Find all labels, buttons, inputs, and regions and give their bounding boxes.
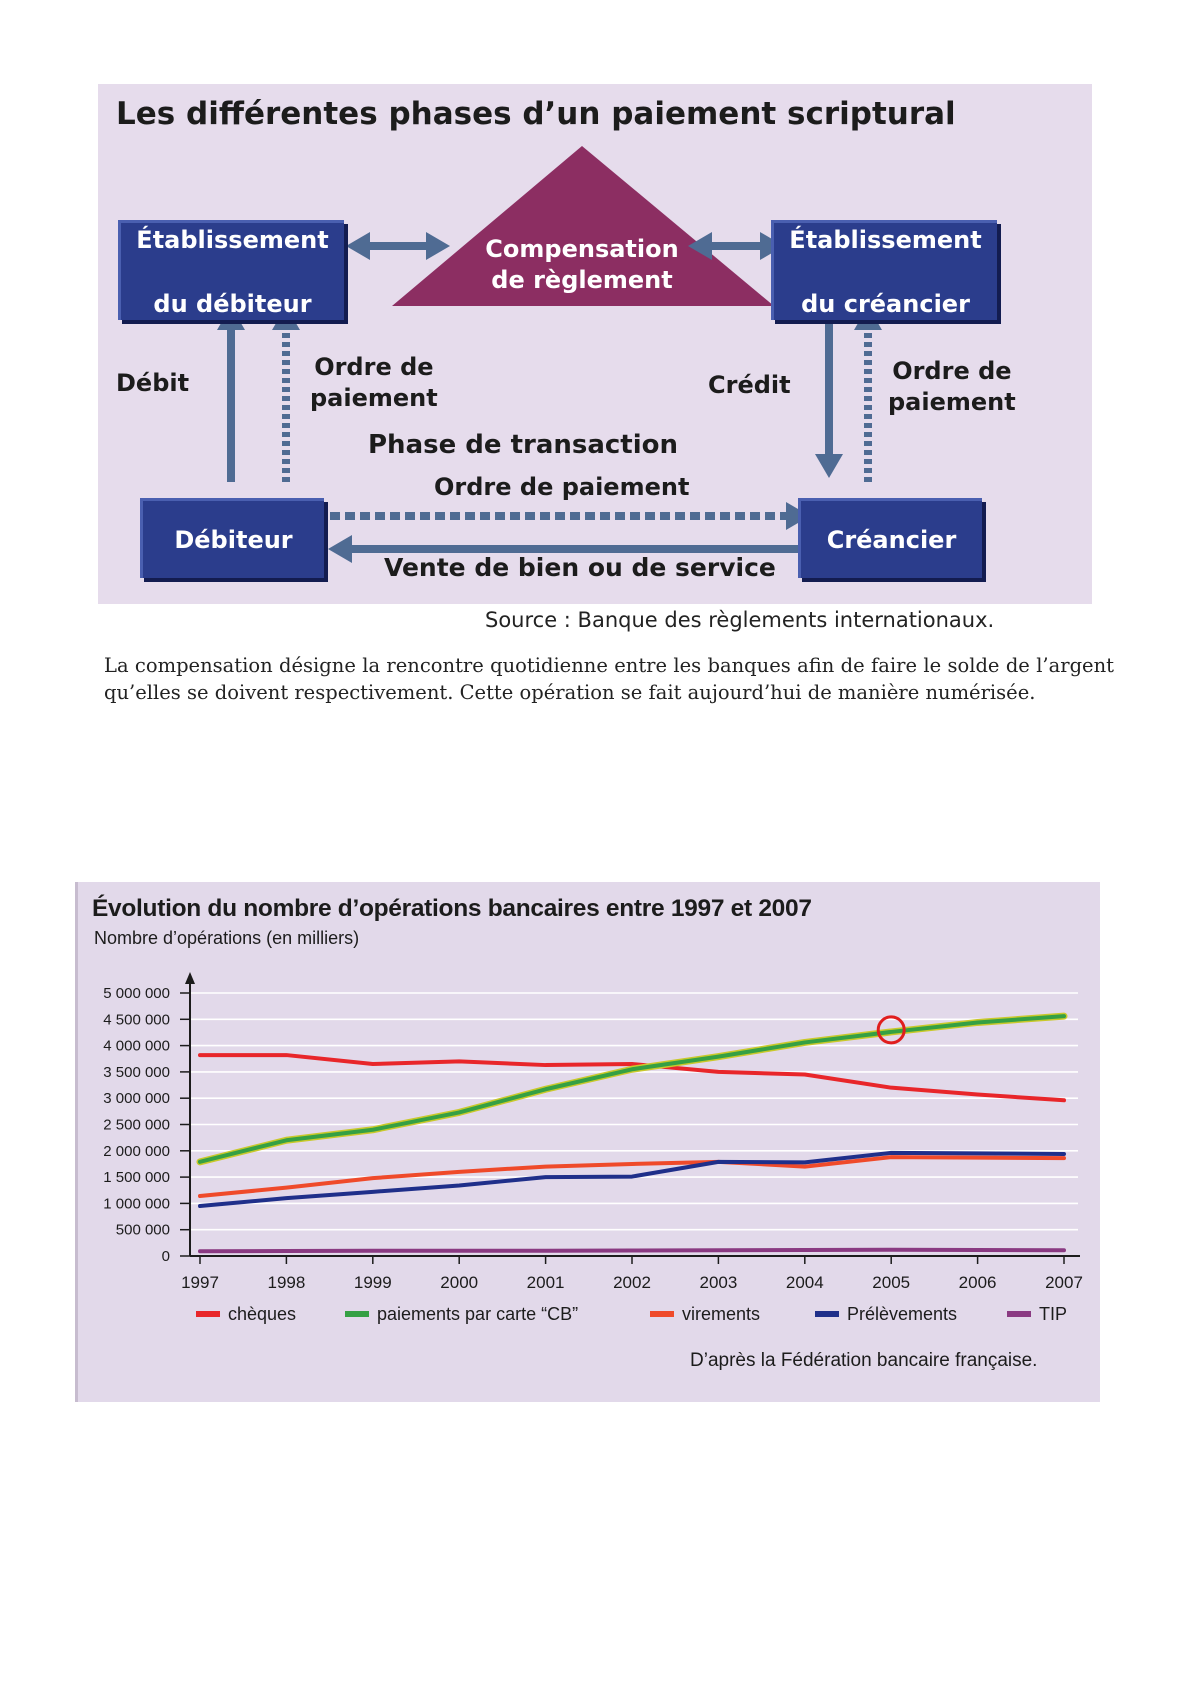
series-line-paiements-par-carte-cb- (200, 1016, 1064, 1162)
diagram-source: Source : Banque des règlements internationaux. (485, 608, 995, 632)
x-tick-label: 1998 (267, 1273, 306, 1292)
label-credit: Crédit (708, 371, 791, 399)
chart-legend (196, 1304, 1067, 1324)
series-line-outline (200, 1016, 1064, 1162)
y-tick-label: 2 000 000 (103, 1142, 170, 1160)
chart-series (200, 1016, 1064, 1251)
x-tick-label: 1997 (181, 1273, 219, 1292)
legend-label: TIP (1039, 1304, 1068, 1324)
x-tick-label: 2001 (526, 1273, 565, 1292)
label-ordre-middle: Ordre de paiement (434, 473, 690, 501)
y-axis-arrow-icon (185, 972, 195, 984)
label-ordre-left-line1: Ordre de (314, 353, 434, 381)
diagram-title: Les différentes phases d’un paiement scriptural (116, 96, 956, 132)
x-tick-label: 2000 (440, 1273, 479, 1292)
box-etab-creancier-line1: Établissement (789, 225, 982, 254)
series-line-prélèvements (200, 1153, 1064, 1206)
label-vente: Vente de bien ou de service (384, 553, 776, 582)
y-tick-label: 0 (161, 1248, 170, 1265)
x-tick-label: 2005 (872, 1273, 911, 1292)
y-tick-label: 4 000 000 (103, 1037, 170, 1055)
box-creancier-label: Créancier (826, 525, 957, 554)
x-tick-label: 2003 (699, 1273, 738, 1292)
y-tick-label: 3 500 000 (103, 1063, 170, 1081)
x-tick-label: 2004 (785, 1273, 824, 1292)
x-tick-label: 2007 (1045, 1273, 1083, 1292)
y-tick-label: 1 500 000 (103, 1169, 170, 1187)
y-tick-label: 1 000 000 (103, 1195, 170, 1213)
legend-label: Prélèvements (847, 1304, 958, 1324)
y-tick-label: 2 500 000 (103, 1116, 170, 1134)
x-tick-label: 2002 (613, 1273, 651, 1292)
x-tick-label: 2006 (958, 1273, 997, 1292)
chart-ylabel: Nombre d’opérations (en milliers) (94, 928, 360, 948)
legend-label: paiements par carte “CB” (377, 1304, 579, 1324)
diagram-note: La compensation désigne la rencontre quotidienne entre les banques afin de faire le solde de l’argent qu’elles se doivent respectivement. Cette opération se fait aujourd’hui de manière numérisée. (104, 654, 1114, 704)
label-ordre-left-line2: paiement (310, 384, 438, 412)
legend-label: chèques (228, 1304, 297, 1324)
series-line-tip (200, 1250, 1064, 1252)
chart-source: D’après la Fédération bancaire française. (690, 1350, 1038, 1371)
legend-label: virements (682, 1304, 761, 1324)
box-etab-debiteur-line1: Établissement (136, 225, 329, 254)
compensation-label-line2: de règlement (491, 266, 673, 294)
y-tick-label: 4 500 000 (103, 1011, 170, 1029)
label-ordre-right-line1: Ordre de (892, 357, 1012, 385)
box-etab-debiteur-line2: du débiteur (153, 289, 312, 318)
box-etab-creancier-line2: du créancier (801, 289, 970, 318)
y-tick-label: 3 000 000 (103, 1090, 170, 1108)
y-tick-label: 5 000 000 (103, 985, 170, 1002)
y-tick-label: 500 000 (115, 1221, 170, 1239)
chart-title: Évolution du nombre d’opérations bancaires entre 1997 et 2007 (92, 895, 812, 922)
box-debiteur-label: Débiteur (174, 525, 293, 554)
label-phase-transaction: Phase de transaction (368, 430, 679, 460)
compensation-label-line1: Compensation (485, 235, 679, 263)
label-debit: Débit (116, 369, 190, 397)
label-ordre-right-line2: paiement (888, 388, 1016, 416)
x-tick-label: 1999 (353, 1273, 392, 1292)
series-line-chèques (200, 1055, 1064, 1100)
